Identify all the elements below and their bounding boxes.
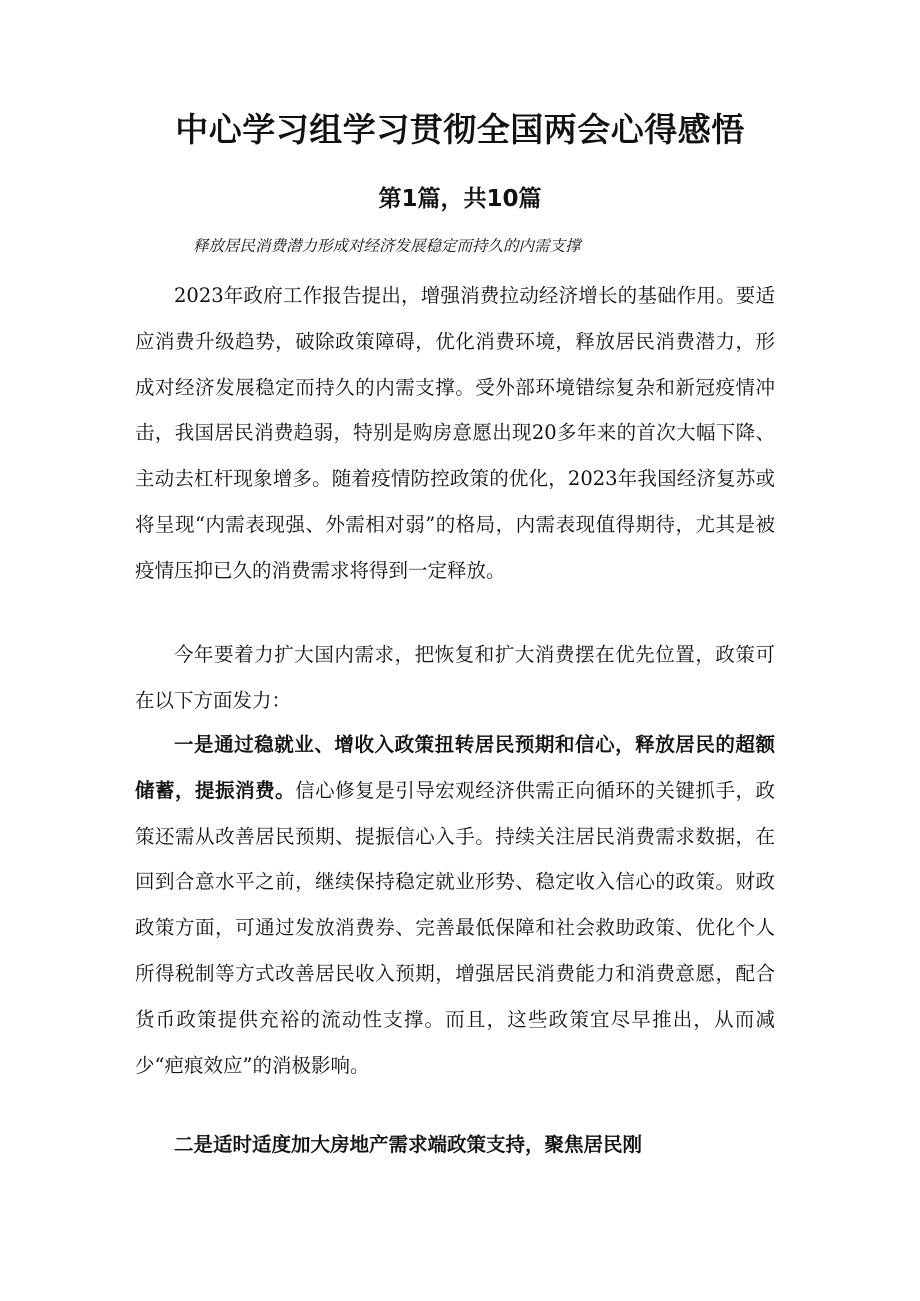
paragraph-4 (135, 1122, 775, 1168)
paragraph-2-text: 今年要着力扩大国内需求，把恢复和扩大消费摆在优先位置，政策可在以下方面发力： (135, 643, 775, 712)
document-subtitle: 第1篇，共10篇 (378, 186, 542, 212)
paragraph-1-text: 2023年政府工作报告提出，增强消费拉动经济增长的基础作用。要适应消费升级趋势，破除政策障碍，优化消费环境，释放居民消费潜力，形成对经济发展稳定而持久的内需支撑。受外部环境错综复杂和新冠疫情冲击，我国居民消费趋弱，特别是购房意愿出现20多年来的首次大幅下降、主动去杠杆现象增多。随着疫情防控政策的优化，2023年我国经济复苏或将呈现“内需表现强、外需相对弱”的格局，内需表现值得期待，尤其是被疫情压抑已久的消费需求将得到一定释放。 (135, 284, 775, 582)
paragraph-3 (135, 722, 775, 1088)
paragraph-1 (135, 273, 775, 594)
paragraph-4-bold: 二是适时适度加大房地产需求端政策支持，聚焦居民刚 (174, 1133, 643, 1156)
paragraph-3-text: 信心修复是引导宏观经济供需正向循环的关键抓手，政策还需从改善居民预期、提振信心入手。持续关注居民消费需求数据，在回到合意水平之前，继续保持稳定就业形势、稳定收入信心的政策。财政政策方面，可通过发放消费券、完善最低保障和社会救助政策、优化个人所得税制等方式改善居民收入预期，增强居民消费能力和消费意愿，配合货币政策提供充裕的流动性支撑。而且，这些政策宜尽早推出，从而减少“疤痕效应”的消极影响。 (135, 778, 775, 1077)
paragraph-3-bold: 一是通过稳就业、增收入政策扭转居民预期和信心，释放居民的超额储蓄，提振消费。 (135, 733, 775, 802)
lead-heading: 释放居民消费潜力形成对经济发展稳定而持久的内需支撑 (193, 237, 581, 255)
document-title: 中心学习组学习贯彻全国两会心得感悟 (175, 110, 745, 149)
paragraph-2 (135, 632, 775, 724)
